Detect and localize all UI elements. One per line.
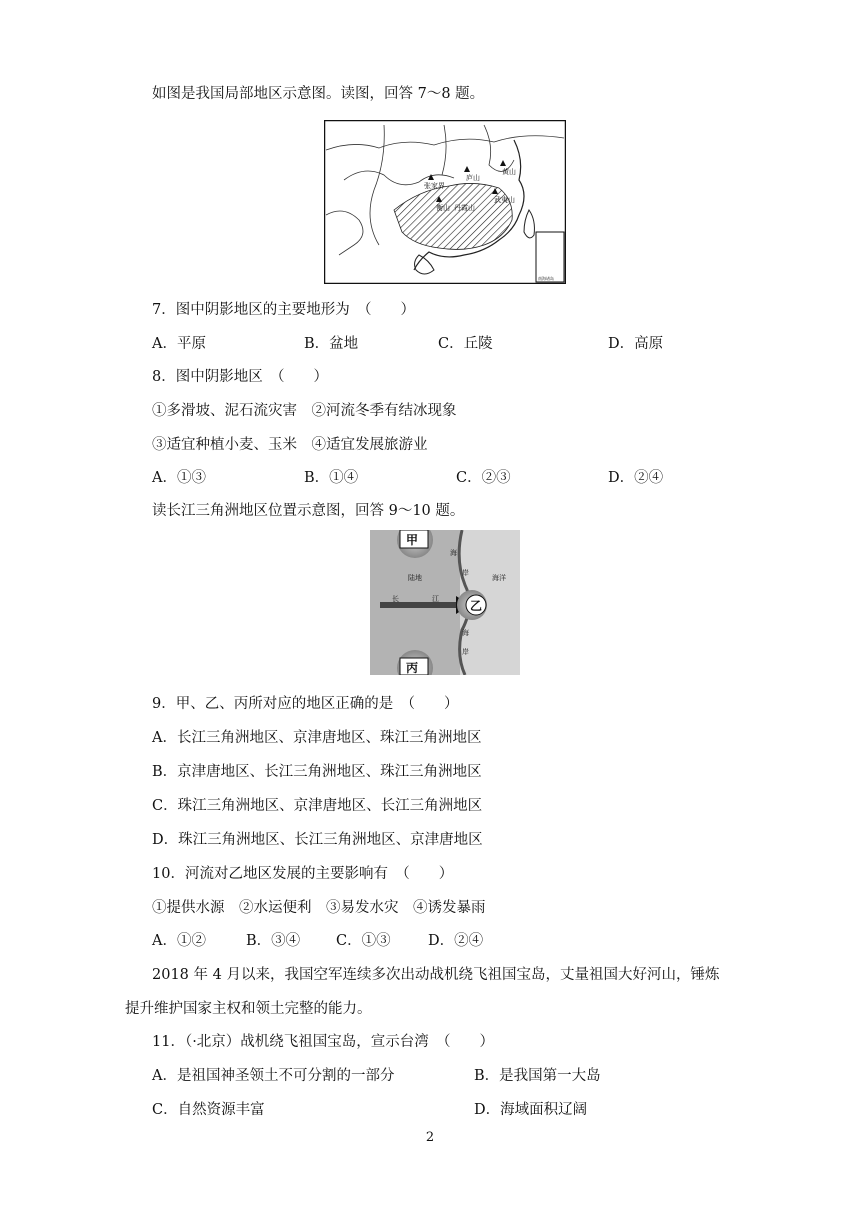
label-jia: 甲 <box>406 533 419 547</box>
yangtze-delta-map <box>370 530 520 675</box>
label-ocean: 海洋 <box>492 574 506 582</box>
q8-option-a: A．①③ <box>152 470 206 486</box>
q10-option-a: A．①② <box>152 933 206 949</box>
q10-option-c: C．①③ <box>336 933 391 949</box>
wuyishan-label: 武夷山 <box>494 196 515 204</box>
q11-option-d: D．海域面积辽阔 <box>474 1102 588 1118</box>
q10-stem: 10．河流对乙地区发展的主要影响有 （ ） <box>152 866 454 882</box>
lushan-label: 庐山 <box>466 174 480 182</box>
q9-option-c: C．珠江三角洲地区、京津唐地区、长江三角洲地区 <box>152 798 483 814</box>
label-yi: 乙 <box>470 599 483 613</box>
q8-option-c: C．②③ <box>456 470 511 486</box>
zhangjiajie-label: 张家界 <box>424 182 445 190</box>
label-coast-top-2: 岸 <box>462 569 469 577</box>
danxiashan-label: 丹霞山 <box>454 204 475 212</box>
label-coast-bottom-1: 海 <box>462 629 469 637</box>
q8-statements-1: ①多滑坡、泥石流灾害 ②河流冬季有结冰现象 <box>152 403 457 419</box>
label-river-jiang: 江 <box>432 595 439 603</box>
label-river-chang: 长 <box>392 595 399 603</box>
intro-7-8: 如图是我国局部地区示意图。读图，回答 7～8 题。 <box>152 86 485 102</box>
label-bing: 丙 <box>406 661 419 675</box>
q7-option-c: C．丘陵 <box>438 336 493 352</box>
q10-option-d: D．②④ <box>428 933 484 949</box>
q11-option-c: C．自然资源丰富 <box>152 1102 265 1118</box>
q8-statements-2: ③适宜种植小麦、玉米 ④适宜发展旅游业 <box>152 437 428 453</box>
q7-option-d: D．高原 <box>608 336 664 352</box>
page-number: 2 <box>425 1130 435 1145</box>
q10-statements: ①提供水源 ②水运便利 ③易发水灾 ④诱发暴雨 <box>152 900 486 916</box>
q10-option-b: B．③④ <box>246 933 301 949</box>
label-land: 陆地 <box>408 574 422 582</box>
label-coast-top-1: 海 <box>450 549 457 557</box>
south-china-map <box>324 120 566 284</box>
q9-option-b: B．京津唐地区、长江三角洲地区、珠江三角洲地区 <box>152 764 482 780</box>
passage-line-1: 2018 年 4 月以来，我国空军连续多次出动战机绕飞祖国宝岛，丈量祖国大好河山，锤炼 <box>152 967 720 983</box>
q11-option-a: A．是祖国神圣领土不可分割的一部分 <box>152 1068 395 1084</box>
q8-option-b: B．①④ <box>304 470 359 486</box>
q8-option-d: D．②④ <box>608 470 664 486</box>
q9-option-d: D．珠江三角洲地区、长江三角洲地区、京津唐地区 <box>152 832 483 848</box>
q11-option-b: B．是我国第一大岛 <box>474 1068 601 1084</box>
q7-option-a: A．平原 <box>152 336 206 352</box>
passage-line-2: 提升维护国家主权和领土完整的能力。 <box>125 1001 372 1017</box>
south-sea-islands-label: 南海诸岛 <box>538 276 554 281</box>
q9-option-a: A．长江三角洲地区、京津唐地区、珠江三角洲地区 <box>152 730 482 746</box>
q11-stem: 11．（·北京）战机绕飞祖国宝岛，宣示台湾 （ ） <box>152 1034 495 1050</box>
label-coast-bottom-2: 岸 <box>462 648 469 656</box>
intro-9-10: 读长江三角洲地区位置示意图，回答 9～10 题。 <box>152 503 465 519</box>
hengshan-label: 衡山 <box>436 204 450 212</box>
q7-option-b: B．盆地 <box>304 336 359 352</box>
q9-stem: 9．甲、乙、丙所对应的地区正确的是 （ ） <box>152 696 459 712</box>
q7-stem: 7．图中阴影地区的主要地形为 （ ） <box>152 302 415 318</box>
q8-stem: 8．图中阴影地区 （ ） <box>152 369 328 385</box>
huangshan-label: 黄山 <box>502 168 516 176</box>
